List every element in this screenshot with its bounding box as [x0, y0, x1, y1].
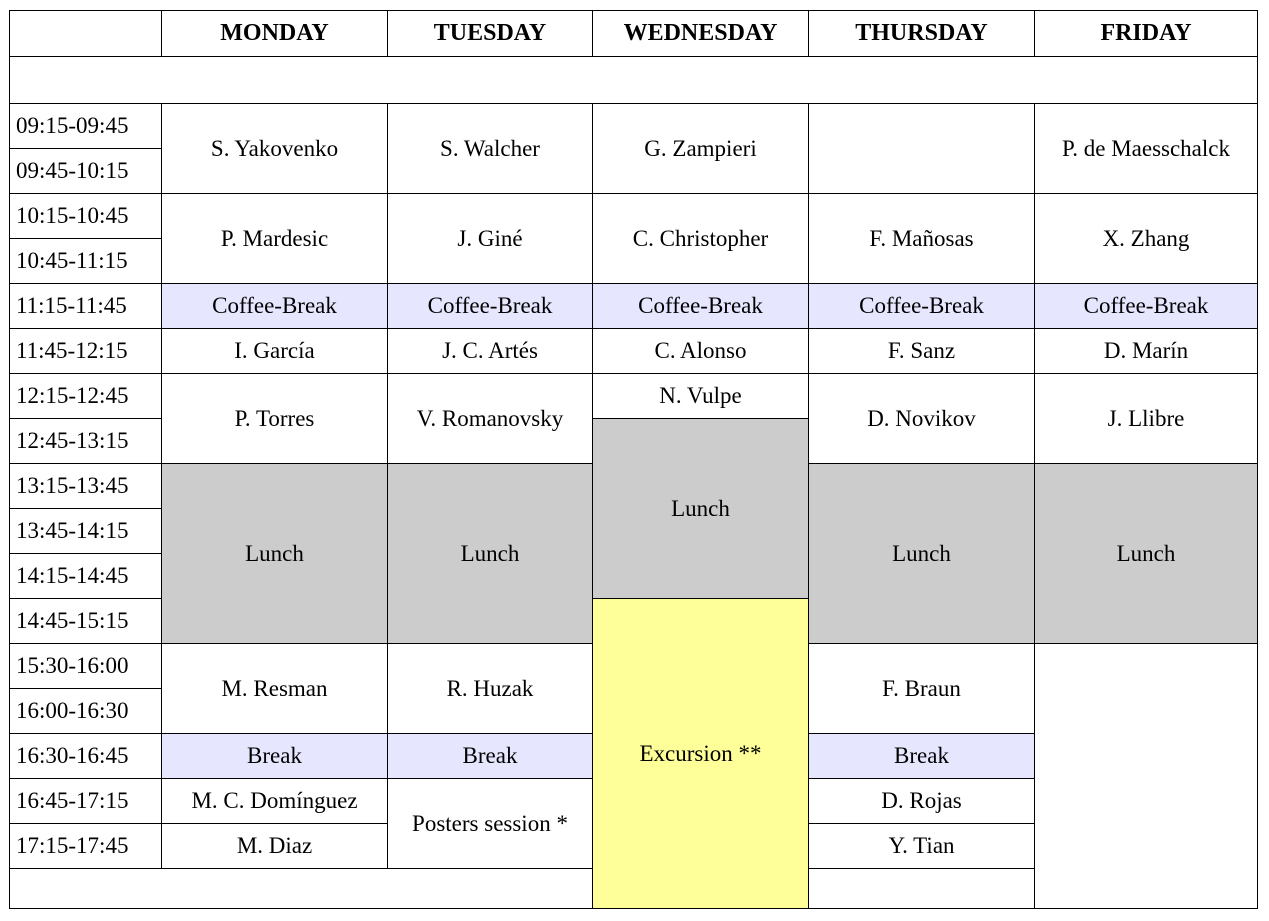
- session-thu-7: Y. Tian: [809, 824, 1035, 869]
- time-row: [10, 104, 1258, 149]
- session-mon-4: P. Torres: [162, 374, 388, 464]
- session-tue-3: J. C. Artés: [388, 329, 593, 374]
- time-cell: 14:15-14:45: [10, 554, 162, 599]
- time-cell: 16:45-17:15: [10, 779, 162, 824]
- coffee-break-wed: Coffee-Break: [593, 284, 809, 329]
- session-mon-6: M. C. Domínguez: [162, 779, 388, 824]
- time-cell: 13:15-13:45: [10, 464, 162, 509]
- spacer-cell: [10, 57, 1258, 104]
- session-thu-3: F. Sanz: [809, 329, 1035, 374]
- time-row: [10, 329, 1258, 374]
- time-row: [10, 194, 1258, 239]
- coffee-break-thu: Coffee-Break: [809, 284, 1035, 329]
- excursion-wed: Excursion **: [593, 599, 809, 909]
- session-mon-1: S. Yakovenko: [162, 104, 388, 194]
- time-cell: 14:45-15:15: [10, 599, 162, 644]
- day-header-monday: MONDAY: [162, 11, 388, 57]
- session-fri-1: P. de Maesschalck: [1035, 104, 1258, 194]
- session-mon-2: P. Mardesic: [162, 194, 388, 284]
- coffee-break-tue: Coffee-Break: [388, 284, 593, 329]
- time-cell: 12:45-13:15: [10, 419, 162, 464]
- schedule-table: [9, 10, 1258, 909]
- time-cell: 10:45-11:15: [10, 239, 162, 284]
- footer-empty-thu: [809, 869, 1035, 909]
- time-cell: 11:15-11:45: [10, 284, 162, 329]
- lunch-fri: Lunch: [1035, 464, 1258, 644]
- session-wed-4: N. Vulpe: [593, 374, 809, 419]
- footer-empty-left: [10, 869, 593, 909]
- time-cell: 16:30-16:45: [10, 734, 162, 779]
- session-thu-5: F. Braun: [809, 644, 1035, 734]
- time-cell: 12:15-12:45: [10, 374, 162, 419]
- lunch-thu: Lunch: [809, 464, 1035, 644]
- time-cell: 13:45-14:15: [10, 509, 162, 554]
- time-cell: 17:15-17:45: [10, 824, 162, 869]
- session-fri-3: D. Marín: [1035, 329, 1258, 374]
- day-header-tuesday: TUESDAY: [388, 11, 593, 57]
- session-fri-empty: [1035, 644, 1258, 909]
- time-cell: 10:15-10:45: [10, 194, 162, 239]
- break-tue: Break: [388, 734, 593, 779]
- session-fri-4: J. Llibre: [1035, 374, 1258, 464]
- session-thu-1: [809, 104, 1035, 194]
- session-thu-6: D. Rojas: [809, 779, 1035, 824]
- session-mon-7: M. Diaz: [162, 824, 388, 869]
- time-cell: 09:15-09:45: [10, 104, 162, 149]
- break-thu: Break: [809, 734, 1035, 779]
- time-row: [10, 284, 1258, 329]
- session-tue-2: J. Giné: [388, 194, 593, 284]
- corner-cell: [10, 11, 162, 57]
- session-wed-3: C. Alonso: [593, 329, 809, 374]
- break-mon: Break: [162, 734, 388, 779]
- time-row: [10, 374, 1258, 419]
- spacer-row: [10, 57, 1258, 104]
- session-mon-5: M. Resman: [162, 644, 388, 734]
- time-cell: 09:45-10:15: [10, 149, 162, 194]
- session-tue-5: R. Huzak: [388, 644, 593, 734]
- day-header-wednesday: WEDNESDAY: [593, 11, 809, 57]
- session-wed-2: C. Christopher: [593, 194, 809, 284]
- lunch-tue: Lunch: [388, 464, 593, 644]
- session-wed-1: G. Zampieri: [593, 104, 809, 194]
- day-header-friday: FRIDAY: [1035, 11, 1258, 57]
- posters-session-tue: Posters session *: [388, 779, 593, 869]
- session-fri-2: X. Zhang: [1035, 194, 1258, 284]
- session-mon-3: I. García: [162, 329, 388, 374]
- time-cell: 16:00-16:30: [10, 689, 162, 734]
- lunch-mon: Lunch: [162, 464, 388, 644]
- session-thu-2: F. Mañosas: [809, 194, 1035, 284]
- session-tue-1: S. Walcher: [388, 104, 593, 194]
- time-cell: 11:45-12:15: [10, 329, 162, 374]
- coffee-break-mon: Coffee-Break: [162, 284, 388, 329]
- session-tue-4: V. Romanovsky: [388, 374, 593, 464]
- day-header-thursday: THURSDAY: [809, 11, 1035, 57]
- session-thu-4: D. Novikov: [809, 374, 1035, 464]
- lunch-wed: Lunch: [593, 419, 809, 599]
- time-cell: 15:30-16:00: [10, 644, 162, 689]
- coffee-break-fri: Coffee-Break: [1035, 284, 1258, 329]
- header-row: [10, 11, 1258, 57]
